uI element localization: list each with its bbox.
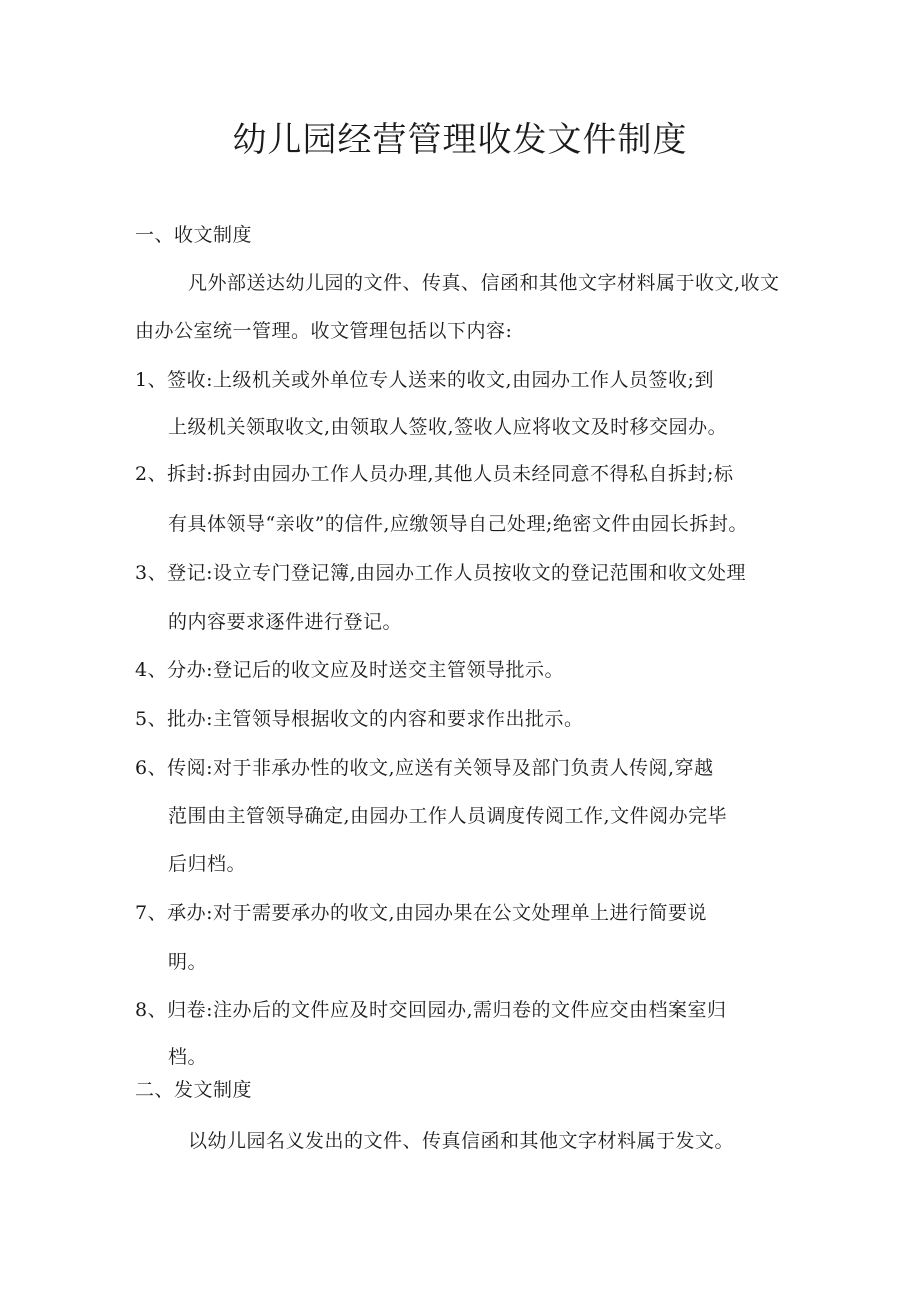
item-label: 1、签收: [135, 369, 213, 391]
item-label: 5、批办: [135, 708, 213, 730]
list-item [135, 559, 746, 587]
list-item [135, 460, 733, 488]
item-text: 注办后的文件应及时交回园办,需归卷的文件应交由档案室归 [213, 999, 727, 1021]
item-label: 4、分办: [135, 659, 213, 681]
item-text: 拆封由园办工作人员办理,其他人员未经同意不得私自拆封;标 [213, 463, 734, 485]
item-text-continued: 上级机关领取收文,由领取人签收,签收人应将收文及时移交园办。 [168, 416, 728, 438]
item-text: 登记后的收文应及时送交主管领导批示。 [213, 659, 565, 681]
section2-intro: 以幼儿园名义发出的文件、传真信函和其他文字材料属于发文。 [188, 1130, 735, 1152]
item-label: 7、承办: [135, 902, 213, 924]
list-item [135, 656, 564, 684]
item-label: 3、登记: [135, 562, 213, 584]
page-title: 幼儿园经营管理收发文件制度 [232, 120, 688, 160]
list-item [135, 996, 727, 1024]
item-text-continued: 范围由主管领导确定,由园办工作人员调度传阅工作,文件阅办完毕 [168, 805, 728, 827]
item-text: 设立专门登记簿,由园办工作人员按收文的登记范围和收文处理 [213, 562, 747, 584]
item-label: 6、传阅: [135, 757, 213, 779]
item-text-continued: 有具体领导“亲收”的信件,应缴领导自己处理;绝密文件由园长拆封。 [168, 513, 748, 535]
item-text: 上级机关或外单位专人送来的收文,由园办工作人员签收;到 [213, 369, 714, 391]
list-item [135, 366, 714, 394]
item-text: 对于需要承办的收文,由园办果在公文处理单上进行简要说 [213, 902, 708, 924]
item-label: 2、拆封: [135, 463, 213, 485]
section-heading-send: 二、发文制度 [135, 1079, 253, 1101]
item-text: 对于非承办性的收文,应送有关领导及部门负责人传阅,穿越 [213, 757, 714, 779]
item-text: 主管领导根据收文的内容和要求作出批示。 [213, 708, 584, 730]
item-label: 8、归卷: [135, 999, 213, 1021]
item-text-continued: 后归档。 [168, 853, 247, 875]
item-text-continued: 的内容要求逐件进行登记。 [168, 611, 403, 633]
section1-intro-line-1: 凡外部送达幼儿园的文件、传真、信函和其他文字材料属于收文,收文 [188, 272, 780, 294]
list-item [135, 754, 714, 782]
item-text-continued: 档。 [168, 1046, 208, 1068]
section-heading-receive: 一、收文制度 [135, 224, 253, 246]
list-item [135, 705, 584, 733]
list-item [135, 899, 707, 927]
section1-intro-line-2: 由办公室统一管理。收文管理包括以下内容: [135, 320, 513, 342]
item-text-continued: 明。 [168, 951, 208, 973]
